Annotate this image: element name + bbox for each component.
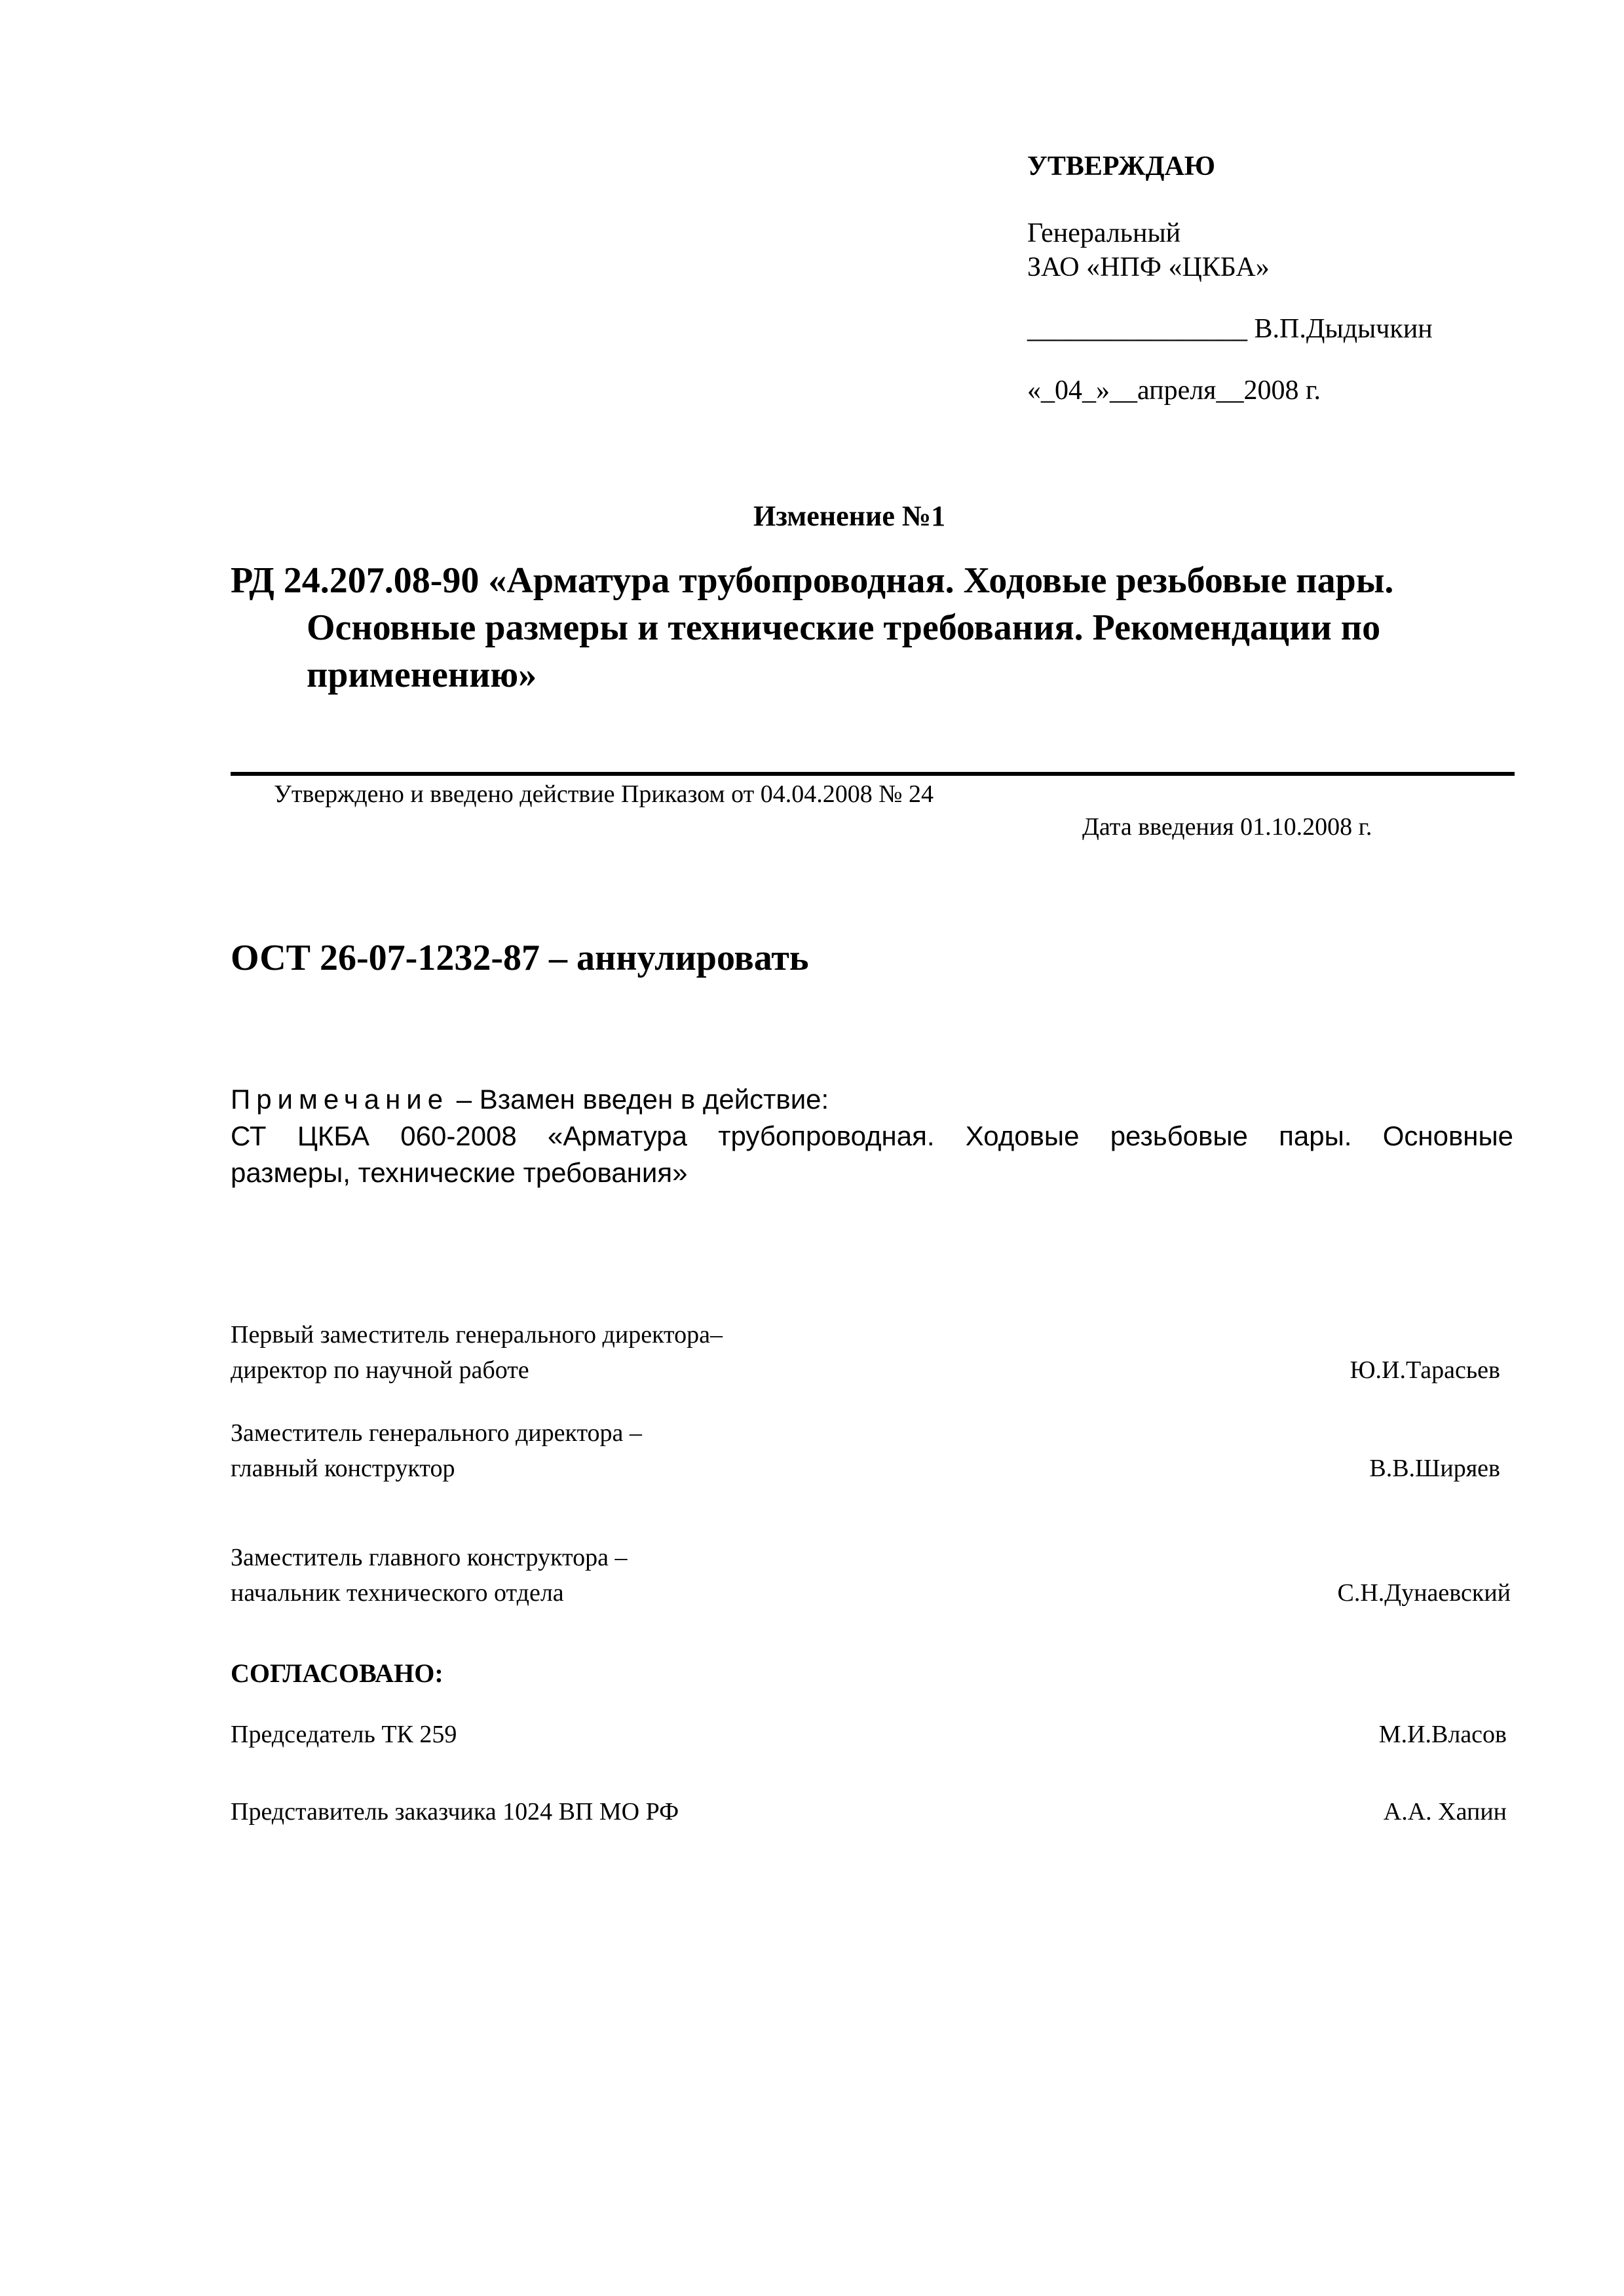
signature-name: В.В.Ширяев xyxy=(1369,1455,1500,1482)
rd-heading-line-1: РД 24.207.08-90 «Арматура трубопроводная. Ходовые резьбовые пары. xyxy=(231,560,1394,601)
agreed-name: М.И.Власов xyxy=(1378,1721,1507,1748)
signature-title-line-1: Заместитель генерального директора – xyxy=(231,1419,642,1447)
effective-date: Дата введения 01.10.2008 г. xyxy=(1082,813,1372,841)
horizontal-rule xyxy=(231,772,1515,776)
signature-name: Ю.И.Тарасьев xyxy=(1350,1356,1500,1384)
signature-row xyxy=(231,1317,1515,1388)
signature-title xyxy=(231,1540,627,1611)
document-title: Изменение №1 xyxy=(753,500,946,532)
agreed-row xyxy=(231,1717,1515,1752)
ost-annul-line: ОСТ 26-07-1232-87 – аннулировать xyxy=(231,938,809,978)
signature-title-line-2: главный конструктор xyxy=(231,1455,455,1482)
signature-title-line-2: директор по научной работе xyxy=(231,1356,529,1384)
rd-heading-line-2: Основные размеры и технические требования. Рекомендации по xyxy=(307,607,1381,648)
signature-name: С.Н.Дунаевский xyxy=(1337,1579,1511,1607)
note-label: Примечание xyxy=(231,1084,449,1115)
approved-by-order: Утверждено и введено действие Приказом от 04.04.2008 № 24 xyxy=(274,780,934,808)
note-block xyxy=(231,1081,1513,1191)
signature-title xyxy=(231,1415,642,1486)
signature-title-line-1: Первый заместитель генерального директора– xyxy=(231,1321,723,1349)
note-line-2: СТ ЦКБА 060-2008 «Арматура трубопроводная. Ходовые резьбовые пары. Основные xyxy=(231,1120,1513,1151)
signature-title-line-2: начальник технического отдела xyxy=(231,1579,564,1607)
note-line-1 xyxy=(231,1081,1513,1118)
approval-heading: УТВЕРЖДАЮ xyxy=(1027,151,1216,182)
rd-heading xyxy=(231,557,1508,698)
signature-title-line-1: Заместитель главного конструктора – xyxy=(231,1544,628,1571)
signature-title xyxy=(231,1317,723,1388)
signature-row xyxy=(231,1415,1515,1486)
signature-row xyxy=(231,1540,1515,1611)
approval-date: «_04_»__апреля__2008 г. xyxy=(1027,375,1321,406)
approval-position: Генеральный xyxy=(1027,218,1181,248)
approval-organization: ЗАО «НПФ «ЦКБА» xyxy=(1027,252,1270,282)
note-line-3: размеры, технические требования» xyxy=(231,1157,688,1188)
agreed-title: Председатель ТК 259 xyxy=(231,1721,457,1748)
approval-signature-line: ________________ В.П.Дыдычкин xyxy=(1027,314,1433,344)
agreed-title: Представитель заказчика 1024 ВП МО РФ xyxy=(231,1798,679,1826)
agreed-heading: СОГЛАСОВАНО: xyxy=(231,1658,444,1688)
agreed-name: А.А. Хапин xyxy=(1383,1798,1507,1826)
rd-heading-line-3: применению» xyxy=(307,655,537,695)
agreed-row xyxy=(231,1794,1515,1829)
note-text: – Взамен введен в действие: xyxy=(456,1084,829,1115)
